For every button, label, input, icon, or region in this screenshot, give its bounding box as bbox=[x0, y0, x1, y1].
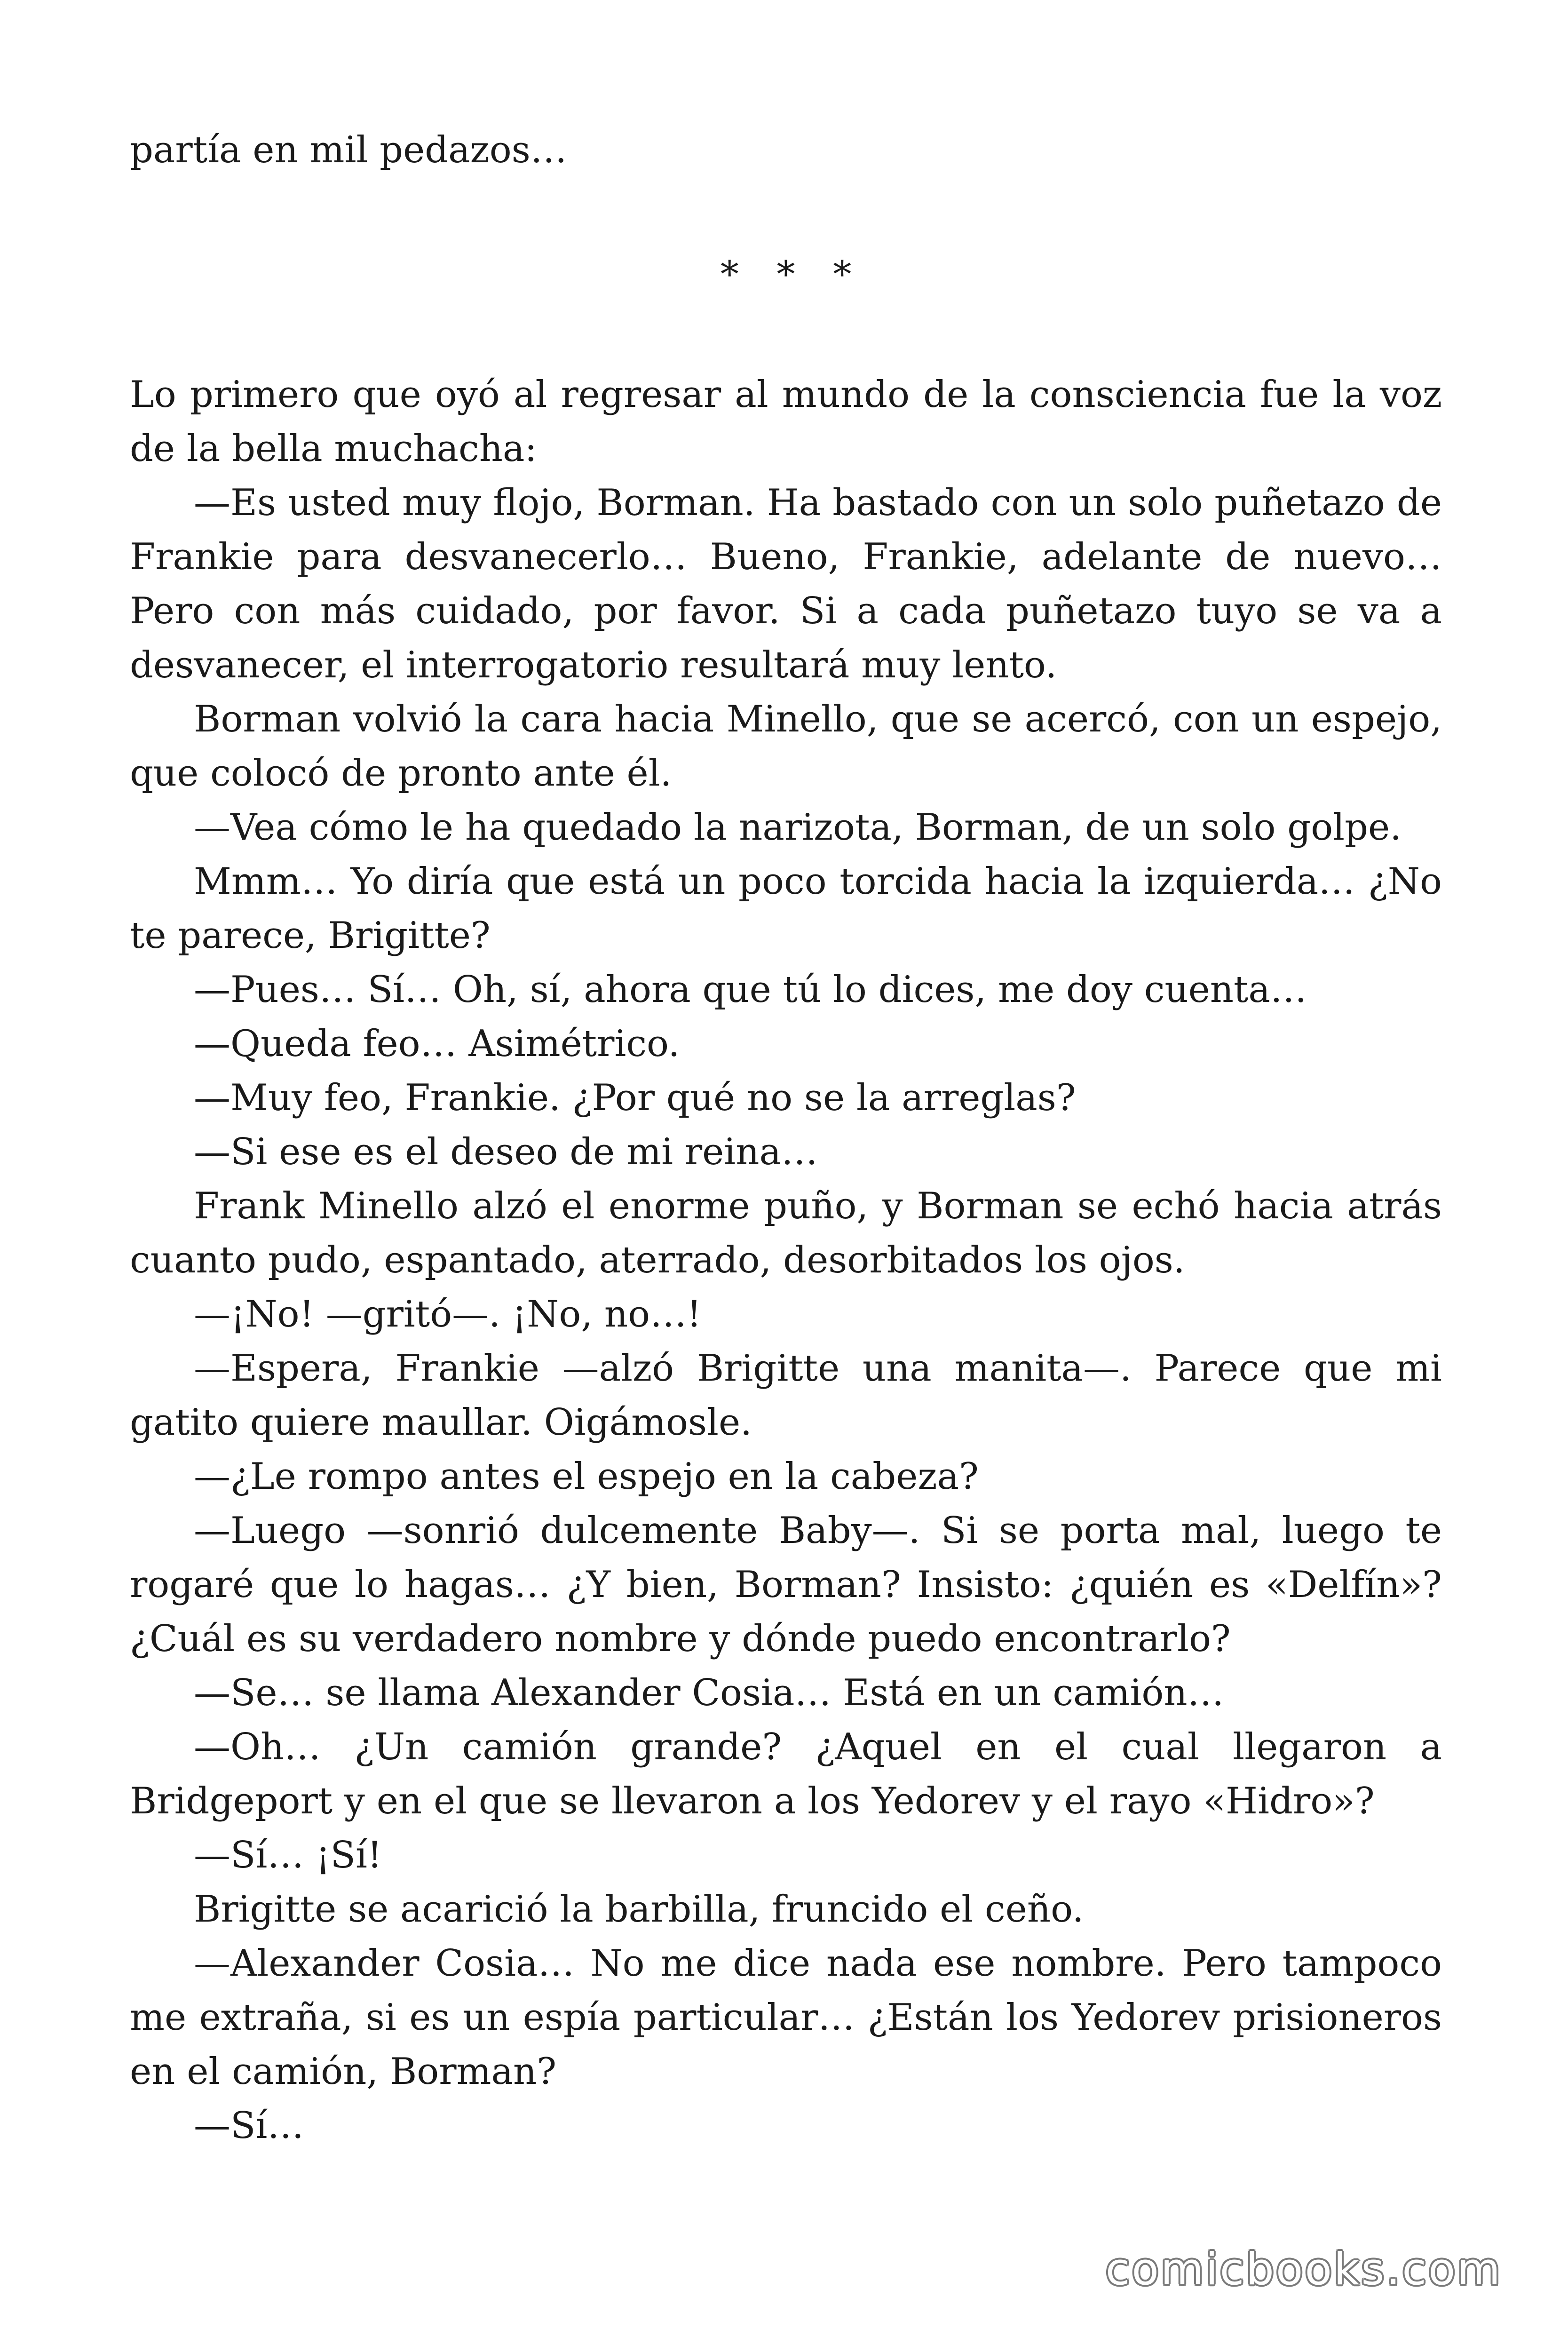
paragraph: —¿Le rompo antes el espejo en la cabeza? bbox=[194, 1455, 979, 1498]
paragraph: Brigitte se acarició la barbilla, fruncido el ceño. bbox=[194, 1888, 1084, 1931]
paragraph: —Espera, Frankie —alzó Brigitte una manita—. Parece que mi gatito quiere maullar. Oigámosle. bbox=[130, 1347, 1442, 1444]
paragraph: —Pues… Sí… Oh, sí, ahora que tú lo dices, me doy cuenta… bbox=[194, 969, 1307, 1011]
page-text bbox=[130, 123, 1442, 2153]
paragraph: —Oh… ¿Un camión grande? ¿Aquel en el cual llegaron a Bridgeport y en el que se llevaron a los Yedorev y el rayo «Hidro»? bbox=[130, 1726, 1442, 1822]
paragraph: —Se… se llama Alexander Cosia… Está en un camión… bbox=[194, 1672, 1224, 1714]
paragraph: —Es usted muy flojo, Borman. Ha bastado con un solo puñetazo de Frankie para desvanecerlo… Bueno, Frankie, adelante de nuevo… Pero con más cuidado, por favor. Si a cada puñetazo tuyo se va a desvanecer, el interrogatorio resultará muy lento. bbox=[130, 482, 1442, 686]
paragraph: Borman volvió la cara hacia Minello, que se acercó, con un espejo, que colocó de pronto ante él. bbox=[130, 698, 1442, 795]
paragraph: Lo primero que oyó al regresar al mundo de la consciencia fue la voz de la bella muchacha: bbox=[130, 373, 1442, 470]
paragraph: —Sí… bbox=[194, 2105, 304, 2147]
paragraph: —Muy feo, Frankie. ¿Por qué no se la arreglas? bbox=[194, 1077, 1076, 1119]
paragraph: —Alexander Cosia… No me dice nada ese nombre. Pero tampoco me extraña, si es un espía particular… ¿Están los Yedorev prisioneros en el camión, Borman? bbox=[130, 1942, 1442, 2093]
paragraph: Frank Minello alzó el enorme puño, y Borman se echó hacia atrás cuanto pudo, espantado, aterrado, desorbitados los ojos. bbox=[130, 1185, 1442, 1281]
paragraph: —Vea cómo le ha quedado la narizota, Borman, de un solo golpe. bbox=[194, 806, 1402, 849]
opening-line: partía en mil pedazos… bbox=[130, 129, 567, 171]
paragraph: —Sí… ¡Sí! bbox=[194, 1834, 382, 1876]
scene-separator: * * * bbox=[720, 254, 865, 296]
paragraph: —Queda feo… Asimétrico. bbox=[194, 1023, 680, 1065]
paragraph: Mmm… Yo diría que está un poco torcida hacia la izquierda… ¿No te parece, Brigitte? bbox=[130, 860, 1442, 957]
watermark: comicbooks.com bbox=[1105, 2244, 1502, 2295]
paragraph: —Luego —sonrió dulcemente Baby—. Si se porta mal, luego te rogaré que lo hagas… ¿Y bien, Borman? Insisto: ¿quién es «Delfín»? ¿Cuál es su verdadero nombre y dónde puedo encontrarlo? bbox=[130, 1510, 1442, 1660]
paragraph: —Si ese es el deseo de mi reina… bbox=[194, 1131, 818, 1173]
paragraph: —¡No! —gritó—. ¡No, no…! bbox=[194, 1293, 702, 1335]
